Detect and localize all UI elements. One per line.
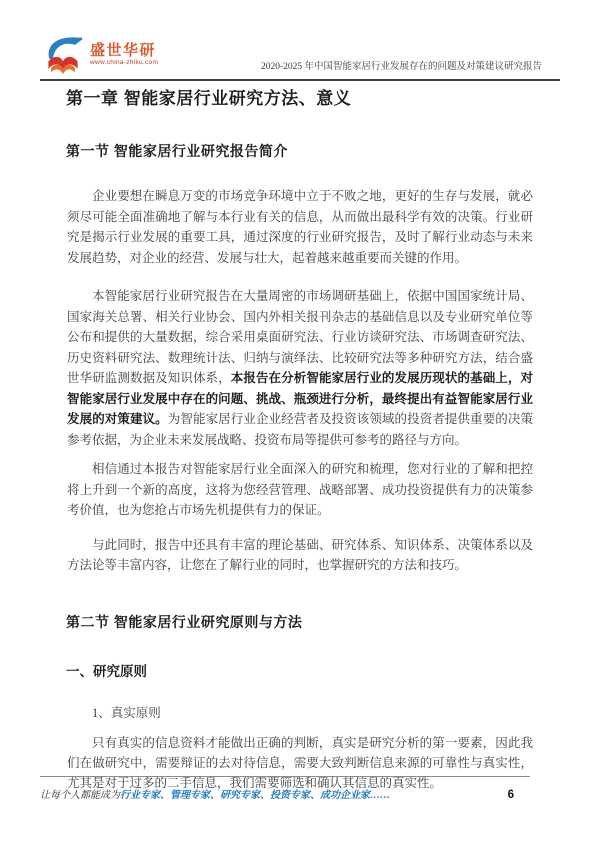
logo-text-block xyxy=(90,43,158,67)
chapter-heading: 第一章 智能家居行业研究方法、意义 xyxy=(66,89,352,108)
paragraph-methodology-normal-1: 本智能家居行业研究报告在大量周密的市场调研基础上，依据中国国家统计局、国家海关总署、相关行业协会、国内外相关报刊杂志的基础信息以及专业研究单位等公布和提供的大量数据，综合采用桌面研究法、行业访谈研究法、市场调查研究法、历史资料研究法、数理统计法、归纳与演绎法、比较研究法等多种研究方法，结合盛世华研监测数据及知识体系， xyxy=(67,289,533,385)
footer-slogan-highlight: 行业专家、管理专家、研究专家、投资专家、成功企业家…… xyxy=(120,790,390,801)
logo-bird-book-icon xyxy=(40,34,86,76)
page-number: 6 xyxy=(507,789,514,801)
paragraph-methodology-bold: 本报告在分析智能家居行业的发展历现状的基础上，对智能家居行业发展中存在的问题、挑战、瓶颈进行分析，最终提出有益智能家居行业发展的对策建议。 xyxy=(67,371,533,426)
footer-slogan xyxy=(40,786,390,801)
paragraph-extra-content: 与此同时，报告中还具有丰富的理论基础、研究体系、知识体系、决策体系以及方法论等丰富内容，让您在了解行业的同时，也掌握研究的方法和技巧。 xyxy=(67,537,533,572)
page-footer xyxy=(40,776,530,801)
brand-name: 盛世华研 xyxy=(90,42,157,60)
document-body xyxy=(40,89,560,793)
footer-slogan-prefix: 让每个人都能成为 xyxy=(40,790,120,801)
section-1-heading: 第一节 智能家居行业研究报告简介 xyxy=(66,143,288,159)
paragraph-methodology-normal-2: 为智能家居行业企业经营者及投资该领域的投资者提供重要的决策参考依据，为企业未来发展战略、投资布局等提供可参考的路径与方向。 xyxy=(67,412,533,447)
brand-website: www.china-zhiku.com xyxy=(90,58,159,66)
paragraph-intro: 企业要想在瞬息万变的市场竞争环境中立于不败之地，更好的生存与发展，就必须尽可能全面准确地了解与本行业有关的信息，从而做出最科学有效的决策。行业研究是揭示行业发展的重要工具，通过深度的行业研究报告，及时了解行业动态与未来发展趋势，对企业的经营、发展与壮大，起着越来越重要而关键的作用。 xyxy=(67,189,533,265)
subsection-research-principles-heading: 一、研究原则 xyxy=(66,663,147,679)
company-logo xyxy=(40,34,158,76)
item-truth-principle: 1、真实原则 xyxy=(92,705,161,720)
paragraph-truth-principle: 只有真实的信息资料才能做出正确的判断，真实是研究分析的第一要素，因此我们在做研究中，需要辩证的去对待信息，需要大致判断信息来源的可靠性与真实性，尤其是对于过多的二手信息，我们需要筛选和确认其信息的真实性。 xyxy=(67,735,533,790)
paragraph-value: 相信通过本报告对智能家居行业全面深入的研究和梳理，您对行业的了解和把控将上升到一个新的高度，这将为您经营管理、战略部署、成功投资提供有力的决策参考价值，也为您抢占市场先机提供有力的保证。 xyxy=(67,462,533,517)
page-header xyxy=(40,0,560,81)
paragraph-methodology xyxy=(67,286,533,450)
header-report-title: 2020-2025 年中国智能家居行业发展存在的问题及对策建议研究报告 xyxy=(260,62,542,72)
section-2-heading: 第二节 智能家居行业研究原则与方法 xyxy=(66,613,303,630)
